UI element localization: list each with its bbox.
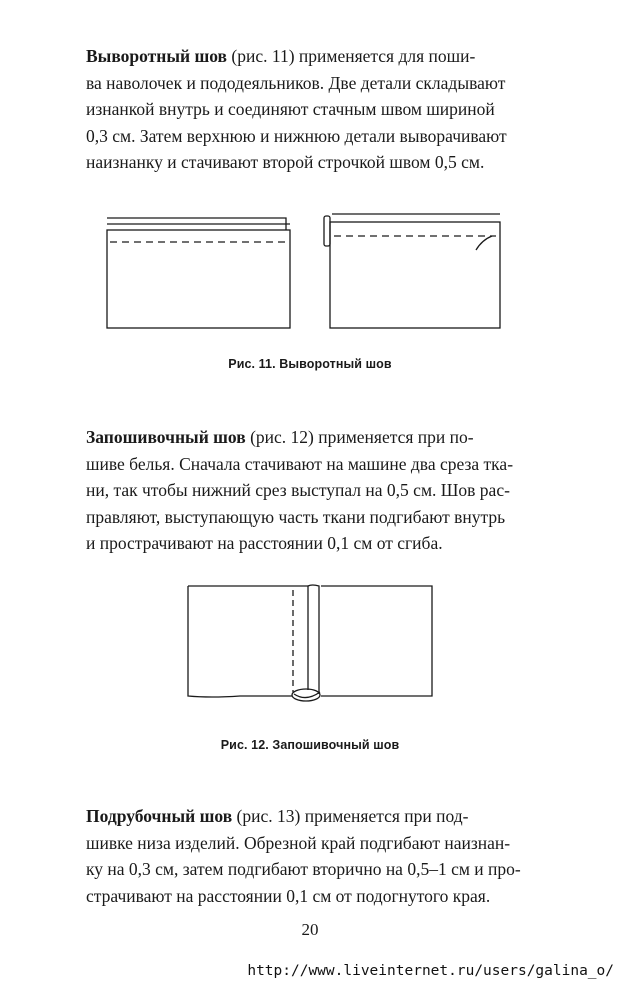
fabric-outline-right	[321, 586, 432, 696]
paragraph-line: страчивают на расстоянии 0,1 см от подогнутого края.	[86, 885, 491, 906]
paragraph-line: ва наволочек и пододеяльников. Две детали складывают	[86, 72, 506, 93]
figure-12-flat-felled-seam-diagram	[180, 578, 440, 708]
fabric-panel-left	[107, 230, 290, 328]
figure-11-caption: Рис. 11. Выворотный шов	[228, 357, 392, 371]
paragraph-hem-seam	[86, 803, 546, 909]
paragraph-line: шиве белья. Сначала стачивают на машине два среза тка-	[86, 453, 514, 474]
paragraph-line: правляют, выступающую часть ткани подгибают внутрь	[86, 506, 506, 527]
page-number: 20	[301, 920, 319, 939]
paragraph-line: (рис. 13) применяется при под-	[232, 806, 469, 826]
term-hem-seam: Подрубочный шов	[86, 806, 233, 826]
term-flat-felled-seam: Запошивочный шов	[86, 427, 246, 447]
paragraph-line: ку на 0,3 см, затем подгибают вторично на 0,5–1 см и про-	[86, 859, 521, 879]
paragraph-flat-felled-seam	[86, 424, 546, 557]
fabric-outline-left	[188, 586, 292, 697]
source-url: http://www.liveinternet.ru/users/galina_o/	[247, 963, 614, 979]
paragraph-line: наизнанку и стачивают второй строчкой швом 0,5 см.	[86, 152, 485, 172]
paragraph-line: (рис. 11) применяется для поши-	[227, 46, 476, 66]
paragraph-line: 0,3 см. Затем верхнюю и нижнюю детали выворачивают	[86, 125, 507, 146]
paragraph-line: ни, так чтобы нижний срез выступал на 0,5 см. Шов рас-	[86, 480, 510, 500]
paragraph-line: шивке низа изделий. Обрезной край подгибают наизнан-	[86, 832, 511, 853]
figure-11-reverse-seam-diagram	[100, 210, 510, 335]
rolled-edge-inner	[294, 692, 320, 698]
paragraph-line: изнанкой внутрь и соединяют стачным швом шириной	[86, 99, 495, 119]
folded-allowance	[308, 585, 319, 694]
paragraph-line: и прострачивают на расстоянии 0,1 см от сгиба.	[86, 533, 443, 553]
term-reverse-seam: Выворотный шов	[86, 46, 228, 66]
paragraph-line: (рис. 12) применяется при по-	[245, 427, 474, 447]
figure-12-caption: Рис. 12. Запошивочный шов	[220, 738, 400, 752]
folded-edge	[324, 216, 330, 246]
seam-allowance-mark	[476, 236, 492, 250]
paragraph-reverse-seam	[86, 43, 546, 176]
fabric-panel-right	[330, 222, 500, 328]
